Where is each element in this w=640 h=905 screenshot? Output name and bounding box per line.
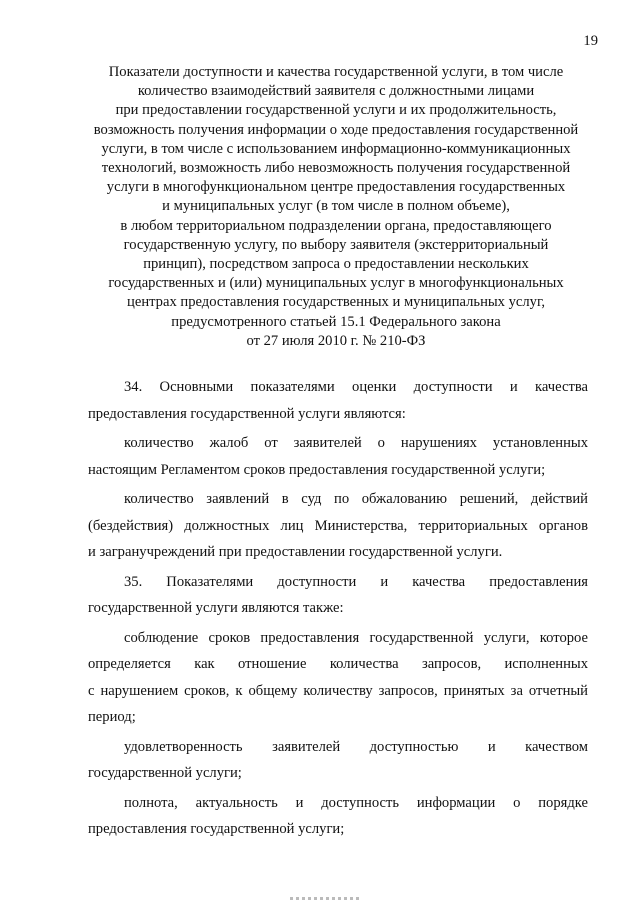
heading-line: количество взаимодействий заявителя с должностными лицами [137,83,535,100]
paragraph-35 [88,569,588,622]
text-line: количество жалоб от заявителей о нарушениях установленных [124,435,588,451]
paragraph-satisfaction [88,734,588,787]
text-line: 35. Показателями доступности и качества предоставления [124,573,588,590]
paragraph-34 [88,374,588,427]
heading-line: от 27 июля 2010 г. № 210-ФЗ [246,332,426,349]
text-line: определяется как отношение количества запросов, исполненных [88,656,588,672]
heading-line: центрах предоставления государственных и муниципальных услуг, [127,294,545,311]
heading-line: при предоставлении государственной услуги и их продолжительность, [115,102,557,119]
page-number: 19 [583,33,598,49]
text-line: количество заявлений в суд по обжалованию решений, действий [124,491,588,507]
section-heading [78,63,594,351]
text-line: и загранучреждений при предоставлении государственной услуги. [88,544,503,560]
text-line: настоящим Регламентом сроков предоставления государственной услуги; [88,461,546,478]
text-line: 34. Основными показателями оценки доступности и качества [124,379,588,395]
text-line: удовлетворенность заявителей доступностью и качеством [124,738,588,755]
text-line: государственной услуги являются также: [88,600,344,616]
text-line: с нарушением сроков, к общему количеству запросов, принятых за отчетный [88,682,588,699]
heading-line: возможность получения информации о ходе предоставления государственной [93,121,579,138]
heading-line: Показатели доступности и качества государственной услуги, в том числе [108,64,564,80]
heading-line: услуги, в том числе с использованием информационно-коммуникационных [101,140,571,157]
heading-line: и муниципальных услуг (в том числе в полном объеме), [162,198,510,215]
text-line: период; [88,709,136,725]
text-line: (бездействия) должностных лиц Министерства, территориальных органов [88,517,588,534]
text-line: предоставления государственной услуги являются: [88,405,406,422]
heading-line: принцип), посредством запроса о предоставлении нескольких [143,256,529,273]
heading-line: предусмотренного статьей 15.1 Федерального закона [171,313,501,330]
text-line: полнота, актуальность и доступность информации о порядке [124,794,588,811]
heading-line: технологий, возможность либо невозможность получения государственной [101,160,571,177]
heading-line: услуги в многофункциональном центре предоставления государственных [106,179,566,196]
text-line: предоставления государственной услуги; [88,821,345,837]
paragraph-deadlines [88,625,588,731]
heading-line: государственных и (или) муниципальных услуг в многофункциональных [108,275,564,292]
heading-line: государственную услугу, по выбору заявителя (экстерриториальный [123,236,549,253]
heading-line: в любом территориальном подразделении органа, предоставляющего [120,217,552,234]
text-line: соблюдение сроков предоставления государственной услуги, которое [124,629,588,646]
paragraph-information [88,790,588,843]
paragraph-court-claims [88,486,588,566]
text-line: государственной услуги; [88,765,242,781]
paragraph-complaints [88,430,588,483]
document-body [88,374,588,846]
scan-artifact [290,897,360,900]
